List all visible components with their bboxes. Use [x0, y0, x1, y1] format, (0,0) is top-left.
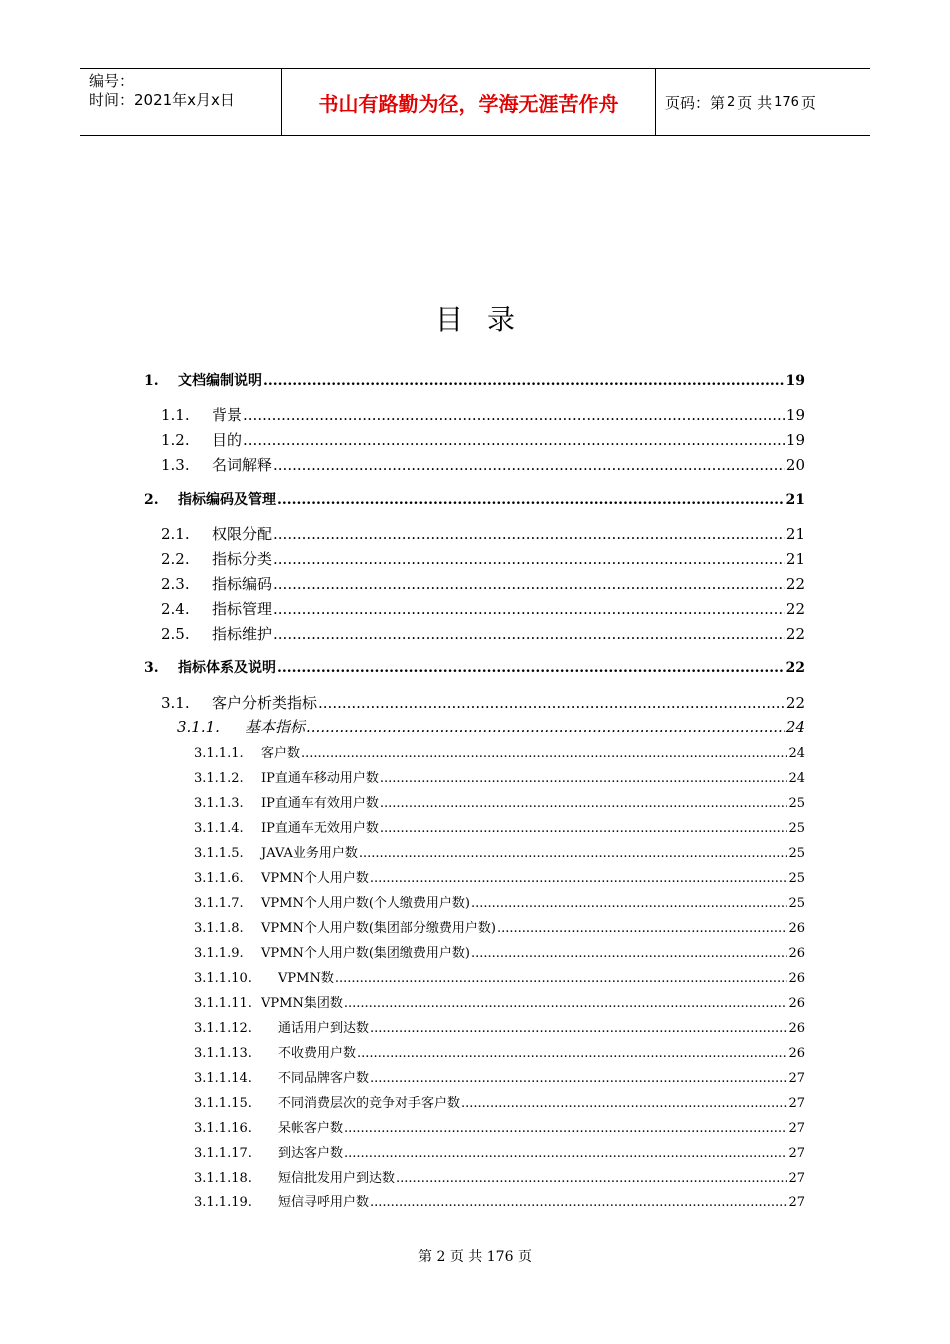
toc-leader-dots [461, 1096, 787, 1111]
toc-entry-text: 不同消费层次的竞争对手客户数 [278, 1096, 461, 1111]
toc-entry-number: 2.2. [161, 550, 190, 568]
toc-entry[interactable] [161, 623, 805, 644]
toc-entry-text: 基本指标 [245, 718, 306, 736]
toc-entry-page: 27 [788, 1096, 805, 1111]
toc-leader-dots [273, 525, 785, 543]
toc-entry[interactable] [194, 917, 805, 936]
toc-leader-dots [497, 921, 787, 936]
toc-entry-number: 2.3. [161, 575, 190, 593]
toc-entry[interactable] [194, 1117, 805, 1136]
toc-leader-dots [370, 1071, 787, 1086]
toc-entry-number: 3.1.1.16. [194, 1121, 252, 1136]
toc-entry[interactable] [194, 1092, 805, 1111]
toc-entry-page: 26 [788, 971, 805, 986]
toc-entry[interactable] [161, 548, 805, 569]
toc-leader-dots [471, 896, 787, 911]
toc-entry[interactable] [161, 573, 805, 594]
toc-entry-number: 3.1.1.10. [194, 971, 252, 986]
toc-entry-page: 26 [788, 946, 805, 961]
toc-leader-dots [243, 431, 785, 449]
toc-entry-text: VPMN个人用户数(个人缴费用户数) [261, 896, 470, 911]
toc-entry[interactable] [194, 1017, 805, 1036]
toc-entry-page: 24 [785, 718, 805, 736]
toc-entry[interactable] [194, 967, 805, 986]
toc-entry[interactable] [161, 598, 805, 619]
toc-entry-page: 27 [788, 1071, 805, 1086]
toc-entry[interactable] [194, 867, 805, 886]
toc-entry[interactable] [194, 817, 805, 836]
toc-entry-text: 文档编制说明 [178, 373, 262, 389]
toc-entry-number: 2. [144, 492, 159, 508]
toc-entry[interactable] [177, 716, 805, 737]
toc-entry-number: 3.1. [161, 694, 190, 712]
toc-leader-dots [396, 1171, 787, 1186]
toc-entry-number: 3.1.1.12. [194, 1021, 252, 1036]
toc-entry-page: 19 [785, 431, 805, 449]
toc-entry-number: 1.2. [161, 431, 190, 449]
toc-entry-text: 不收费用户数 [278, 1046, 357, 1061]
toc-leader-dots [277, 492, 785, 508]
toc-entry[interactable] [194, 742, 805, 761]
toc-entry[interactable] [194, 992, 805, 1011]
toc-leader-dots [370, 871, 788, 886]
toc-entry-page: 22 [785, 694, 805, 712]
toc-entry-text: VPMN个人用户数(集团缴费用户数) [261, 946, 470, 961]
toc-entry-page: 19 [785, 373, 805, 389]
toc-entry-number: 1.1. [161, 406, 190, 424]
toc-entry-text: 短信批发用户到达数 [278, 1171, 396, 1186]
page-total: 176 [774, 94, 799, 110]
toc-entry-text: 到达客户数 [278, 1146, 344, 1161]
toc-entry-number: 3.1.1.15. [194, 1096, 252, 1111]
toc-leader-dots [263, 373, 785, 389]
toc-leader-dots [273, 550, 785, 568]
footer-mid: 页 共 [449, 1249, 483, 1265]
toc-entry[interactable] [161, 523, 805, 544]
toc-entry-text: 通话用户到达数 [278, 1021, 370, 1036]
toc-entry-text: IP直通车无效用户数 [261, 821, 379, 836]
toc-leader-dots [318, 694, 785, 712]
toc-entry-number: 3.1.1.4. [194, 821, 244, 836]
toc-entry[interactable] [194, 892, 805, 911]
toc-entry-number: 3.1.1. [177, 718, 220, 736]
toc-entry-number: 3.1.1.6. [194, 871, 244, 886]
toc-leader-dots [277, 660, 785, 676]
toc-entry[interactable] [194, 792, 805, 811]
header-motto: 书山有路勤为径，学海无涯苦作舟 [282, 69, 656, 135]
toc-entry[interactable] [194, 942, 805, 961]
toc-entry[interactable] [194, 1191, 805, 1210]
toc-entry-number: 3.1.1.18. [194, 1171, 252, 1186]
toc-entry-page: 20 [785, 456, 805, 474]
toc-leader-dots [370, 1021, 787, 1036]
toc-leader-dots [370, 1195, 787, 1210]
toc-entry-text: 指标分类 [212, 550, 273, 568]
toc-entry-page: 25 [788, 846, 805, 861]
toc-entry-text: 指标编码 [212, 575, 273, 593]
toc-leader-dots [471, 946, 787, 961]
toc-entry-page: 24 [788, 771, 805, 786]
toc-entry-page: 27 [788, 1195, 805, 1210]
toc-entry-text: IP直通车移动用户数 [261, 771, 379, 786]
toc-leader-dots [344, 996, 788, 1011]
toc-entry-number: 1. [144, 373, 159, 389]
page-footer [0, 1246, 950, 1266]
toc-leader-dots [301, 746, 787, 761]
toc-entry-page: 22 [785, 660, 805, 676]
footer-total-pages: 176 [486, 1249, 514, 1265]
toc-leader-dots [344, 1146, 787, 1161]
toc-entry-page: 22 [785, 600, 805, 618]
toc-entry-number: 3.1.1.14. [194, 1071, 252, 1086]
toc-leader-dots [306, 718, 785, 736]
toc-entry[interactable] [144, 489, 805, 509]
toc-entry-page: 27 [788, 1171, 805, 1186]
toc-leader-dots [344, 1121, 787, 1136]
toc-entry-text: 名词解释 [212, 456, 273, 474]
toc-entry-number: 3. [144, 660, 159, 676]
page-header [80, 68, 870, 136]
toc-title: 目录 [434, 303, 539, 336]
toc-entry[interactable] [194, 1067, 805, 1086]
toc-entry-page: 22 [785, 575, 805, 593]
toc-entry-page: 26 [788, 1021, 805, 1036]
toc-entry[interactable] [161, 429, 805, 450]
toc-entry-page: 26 [788, 996, 805, 1011]
toc-entry-text: IP直通车有效用户数 [261, 796, 379, 811]
toc-entry-number: 3.1.1.9. [194, 946, 244, 961]
toc-entry-text: VPMN集团数 [261, 996, 343, 1011]
toc-entry-page: 26 [788, 1046, 805, 1061]
toc-entry-page: 21 [785, 550, 805, 568]
footer-prefix: 第 [418, 1249, 433, 1265]
toc-entry[interactable] [194, 1142, 805, 1161]
toc-entry[interactable] [161, 404, 805, 425]
footer-suffix: 页 [517, 1249, 532, 1265]
page-label-mid: 页 共 [737, 93, 773, 112]
toc-entry-page: 21 [785, 525, 805, 543]
toc-leader-dots [273, 575, 785, 593]
toc-entry-text: 目的 [212, 431, 243, 449]
toc-entry-number: 3.1.1.3. [194, 796, 244, 811]
doc-time-label: 时间：2021年x月x日 [89, 91, 235, 109]
toc-entry-number: 2.5. [161, 625, 190, 643]
toc-entry-number: 3.1.1.2. [194, 771, 244, 786]
toc-entry-text: 客户数 [261, 746, 301, 761]
toc-entry-page: 27 [788, 1121, 805, 1136]
toc-entry-page: 21 [785, 492, 805, 508]
toc-entry-number: 2.1. [161, 525, 190, 543]
toc-entry-page: 25 [788, 896, 805, 911]
toc-leader-dots [380, 796, 788, 811]
toc-entry-number: 1.3. [161, 456, 190, 474]
toc-leader-dots [273, 456, 785, 474]
toc-entry-page: 22 [785, 625, 805, 643]
toc-entry-text: VPMN数 [278, 971, 334, 986]
toc-entry-page: 24 [788, 746, 805, 761]
toc-entry-text: 呆帐客户数 [278, 1121, 344, 1136]
toc-entry-number: 3.1.1.19. [194, 1195, 252, 1210]
toc-leader-dots [357, 1046, 787, 1061]
toc-entry-text: 不同品牌客户数 [278, 1071, 370, 1086]
toc-entry-page: 25 [788, 821, 805, 836]
toc-entry-text: JAVA业务用户数 [261, 846, 358, 861]
doc-code-label: 编号： [89, 72, 135, 90]
toc-entry-page: 25 [788, 796, 805, 811]
toc-entry-text: 指标体系及说明 [178, 660, 276, 676]
header-meta [80, 69, 282, 135]
toc-entry[interactable] [161, 692, 805, 713]
toc-entry-number: 3.1.1.5. [194, 846, 244, 861]
toc-entry-page: 26 [788, 921, 805, 936]
page-label-suffix: 页 [800, 93, 816, 112]
toc-entry-number: 3.1.1.7. [194, 896, 244, 911]
page-current: 2 [727, 94, 736, 110]
toc-entry-number: 3.1.1.17. [194, 1146, 252, 1161]
toc-entry-text: 短信寻呼用户数 [278, 1195, 370, 1210]
toc-leader-dots [380, 771, 788, 786]
toc-leader-dots [273, 625, 785, 643]
toc-entry-number: 3.1.1.11. [194, 996, 252, 1011]
toc-leader-dots [359, 846, 788, 861]
toc-entry[interactable] [194, 767, 805, 786]
toc-entry[interactable] [194, 1042, 805, 1061]
page-label-prefix: 页码：第 [665, 93, 726, 112]
footer-current-page: 2 [436, 1249, 446, 1265]
toc-entry[interactable] [144, 657, 805, 677]
toc-entry-number: 3.1.1.13. [194, 1046, 252, 1061]
toc-entry-text: 指标管理 [212, 600, 273, 618]
toc-entry-text: VPMN个人用户数(集团部分缴费用户数) [261, 921, 496, 936]
toc-leader-dots [335, 971, 788, 986]
toc-entry-page: 19 [785, 406, 805, 424]
toc-entry-page: 25 [788, 871, 805, 886]
toc-entry-text: 指标编码及管理 [178, 492, 276, 508]
toc-leader-dots [380, 821, 788, 836]
toc-entry-text: 指标维护 [212, 625, 273, 643]
toc-entry[interactable] [194, 842, 805, 861]
toc-entry-number: 2.4. [161, 600, 190, 618]
toc-entry-number: 3.1.1.1. [194, 746, 244, 761]
toc-entry-text: VPMN个人用户数 [261, 871, 369, 886]
toc-entry[interactable] [161, 454, 805, 475]
toc-entry-text: 权限分配 [212, 525, 273, 543]
toc-entry-text: 背景 [212, 406, 243, 424]
toc-leader-dots [273, 600, 785, 618]
toc-entry-text: 客户分析类指标 [212, 694, 318, 712]
toc-entry-number: 3.1.1.8. [194, 921, 244, 936]
toc-leader-dots [243, 406, 785, 424]
toc-entry-page: 27 [788, 1146, 805, 1161]
toc-entry[interactable] [144, 370, 805, 390]
header-page-info [656, 69, 870, 135]
toc-entry[interactable] [194, 1167, 805, 1186]
